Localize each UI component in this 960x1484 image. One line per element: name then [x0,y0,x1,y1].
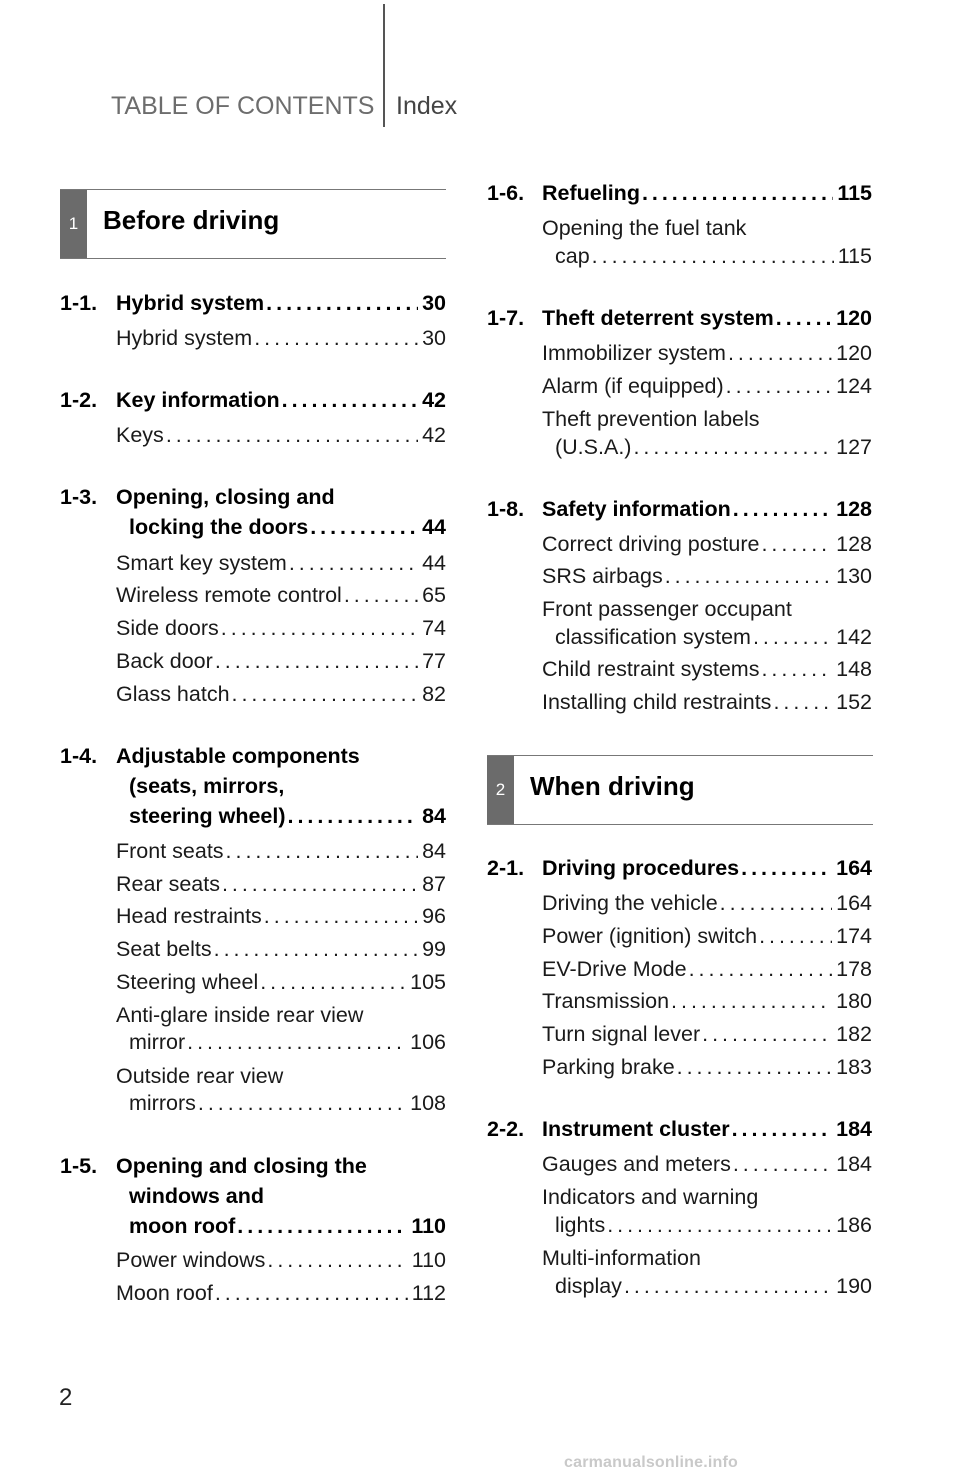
page-ref: 164 [836,856,872,880]
chapter-title: Hybrid system [116,291,265,315]
page-ref: 152 [836,690,872,714]
toc-entry[interactable] [542,213,872,273]
toc-entry[interactable] [542,1243,872,1303]
page-ref: 127 [836,435,872,459]
toc-entry[interactable] [542,921,872,951]
toc-entry[interactable] [116,901,446,931]
toc-entry[interactable] [542,654,872,684]
toc-entry[interactable] [542,404,872,464]
toc-entry[interactable] [542,888,872,918]
page-ref: 44 [422,515,446,539]
entry-title: Parking brake [542,1055,675,1079]
page-ref: 184 [836,1117,872,1141]
chapter-title-cont: windows and [129,1184,264,1208]
index-link[interactable]: Index [396,92,458,120]
entry-title: Back door [116,649,213,673]
chapter-title-cont: moon roof [129,1214,236,1238]
chapter-number: 1-8. [487,497,525,521]
chapter-number: 1-5. [60,1154,98,1178]
table-of-contents-link[interactable]: TABLE OF CONTENTS [111,92,375,120]
toc-entry[interactable] [116,679,446,709]
toc-entry[interactable] [116,580,446,610]
toc-entry[interactable] [116,1000,446,1060]
page-ref: 174 [836,924,872,948]
entry-title-cont: lights [555,1213,606,1237]
section-title: When driving [530,771,695,801]
toc-entry[interactable] [542,1019,872,1049]
entry-title: Driving the vehicle [542,891,718,915]
entry-title: Outside rear view [116,1064,284,1088]
chapter-title: Refueling [542,181,640,205]
chapter-number: 1-7. [487,306,525,330]
page-number: 2 [59,1384,73,1411]
entry-title: Theft prevention labels [542,407,760,431]
entry-title: Gauges and meters [542,1152,731,1176]
page-ref: 110 [411,1214,446,1238]
toc-entry[interactable] [116,1245,446,1275]
entry-title-cont: cap [555,244,590,268]
entry-title-cont: mirror [129,1030,186,1054]
entry-title: SRS airbags [542,564,663,588]
entry-title-cont: classification system [555,625,751,649]
chapter-title: Opening and closing the [116,1154,367,1178]
page-ref: 84 [422,804,446,828]
entry-title: Child restraint systems [542,657,760,681]
page-ref: 128 [836,497,872,521]
entry-title-cont: (U.S.A.) [555,435,632,459]
toc-entry[interactable] [542,594,872,654]
toc-entry[interactable] [542,954,872,984]
toc-entry[interactable] [116,646,446,676]
chapter-number: 1-6. [487,181,525,205]
page-ref: 120 [836,306,872,330]
toc-entry[interactable] [116,869,446,899]
entry-title: Power (ignition) switch [542,924,758,948]
toc-entry[interactable] [116,967,446,997]
page-ref: 105 [410,970,446,994]
entry-title: Opening the fuel tank [542,216,747,240]
page-ref: 42 [422,388,446,412]
toc-entry[interactable] [542,687,872,717]
entry-title: Power windows [116,1248,266,1272]
page-ref: 128 [836,532,872,556]
chapter-number: 2-2. [487,1117,525,1141]
chapter-title: Key information [116,388,280,412]
entry-title: Rear seats [116,872,220,896]
page-ref: 186 [836,1213,872,1237]
page-ref: 96 [422,904,446,928]
entry-title: Anti-glare inside rear view [116,1003,364,1027]
entry-title: Wireless remote control [116,583,342,607]
section-title: Before driving [103,205,280,235]
entry-title: Head restraints [116,904,262,928]
page-ref: 183 [836,1055,872,1079]
entry-title-cont: display [555,1274,622,1298]
toc-entry[interactable] [542,529,872,559]
entry-title: Moon roof [116,1281,213,1305]
page-ref: 115 [837,244,872,268]
toc-entry[interactable] [542,1149,872,1179]
entry-title: Seat belts [116,937,212,961]
toc-entry[interactable] [542,561,872,591]
chapter-title: Driving procedures [542,856,740,880]
page-ref: 106 [410,1030,446,1054]
chapter-title-cont: steering wheel) [129,804,286,828]
page-ref: 108 [410,1091,446,1115]
chapter-number: 1-3. [60,485,98,509]
watermark-footer: carmanualsonline.info [564,1454,739,1471]
entry-title: Immobilizer system [542,341,726,365]
toc-entry[interactable] [542,986,872,1016]
page-ref: 87 [422,872,446,896]
chapter-number: 1-4. [60,744,98,768]
toc-entry[interactable] [542,371,872,401]
toc-entry[interactable] [116,548,446,578]
page-ref: 124 [836,374,872,398]
entry-title: EV-Drive Mode [542,957,687,981]
chapter-title-cont: (seats, mirrors, [129,774,285,798]
entry-title: Keys [116,423,164,447]
entry-title: Front seats [116,839,224,863]
entry-title: Alarm (if equipped) [542,374,724,398]
toc-entry[interactable] [542,1052,872,1082]
chapter-number: 2-1. [487,856,525,880]
page-ref: 65 [422,583,446,607]
entry-title: Correct driving posture [542,532,760,556]
chapter-title-cont: locking the doors [129,515,309,539]
entry-title: Glass hatch [116,682,230,706]
page-ref: 142 [836,625,872,649]
toc-entry[interactable] [116,1278,446,1308]
page-ref: 115 [837,181,872,205]
page-ref: 44 [422,551,446,575]
entry-title-cont: mirrors [129,1091,196,1115]
page-ref: 84 [422,839,446,863]
page-ref: 42 [422,423,446,447]
page-ref: 180 [836,989,872,1013]
page-ref: 148 [836,657,872,681]
page-ref: 99 [422,937,446,961]
chapter-1-3[interactable] [60,482,446,544]
page-ref: 74 [422,616,446,640]
nav-divider [383,4,385,127]
chapter-1-5[interactable] [60,1151,446,1243]
page-ref: 182 [836,1022,872,1046]
chapter-title: Instrument cluster [542,1117,730,1141]
section-number: 2 [487,756,514,824]
toc-entry[interactable] [116,420,446,450]
toc-entry[interactable] [116,613,446,643]
page-ref: 178 [836,957,872,981]
chapter-title: Safety information [542,497,731,521]
page-ref: 130 [836,564,872,588]
chapter-number: 1-2. [60,388,98,412]
toc-entry[interactable] [116,836,446,866]
entry-title: Turn signal lever [542,1022,701,1046]
page-ref: 30 [422,291,446,315]
page-ref: 190 [836,1274,872,1298]
page-ref: 30 [422,326,446,350]
entry-title: Steering wheel [116,970,259,994]
entry-title: Smart key system [116,551,287,575]
toc-entry[interactable] [116,934,446,964]
toc-entry[interactable] [116,1061,446,1121]
page-ref: 82 [422,682,446,706]
chapter-number: 1-1. [60,291,98,315]
toc-entry[interactable] [542,338,872,368]
page-ref: 112 [411,1281,446,1305]
chapter-title: Theft deterrent system [542,306,774,330]
entry-title: Installing child restraints [542,690,772,714]
chapter-title: Adjustable components [116,744,360,768]
entry-title: Hybrid system [116,326,253,350]
entry-title: Multi-information [542,1246,701,1270]
chapter-1-4[interactable] [60,741,446,833]
page-ref: 164 [836,891,872,915]
entry-title: Side doors [116,616,219,640]
section-header-when-driving [487,755,873,825]
top-navigation [0,0,960,130]
page-ref: 120 [836,341,872,365]
section-number: 1 [60,190,87,258]
chapter-title: Opening, closing and [116,485,335,509]
page-ref: 110 [411,1248,446,1272]
entry-title: Transmission [542,989,670,1013]
page-ref: 77 [422,649,446,673]
toc-entry[interactable] [116,323,446,353]
entry-title: Indicators and warning [542,1185,759,1209]
toc-entry[interactable] [542,1182,872,1242]
page-ref: 184 [836,1152,872,1176]
entry-title: Front passenger occupant [542,597,792,621]
section-header-before-driving [60,189,446,259]
